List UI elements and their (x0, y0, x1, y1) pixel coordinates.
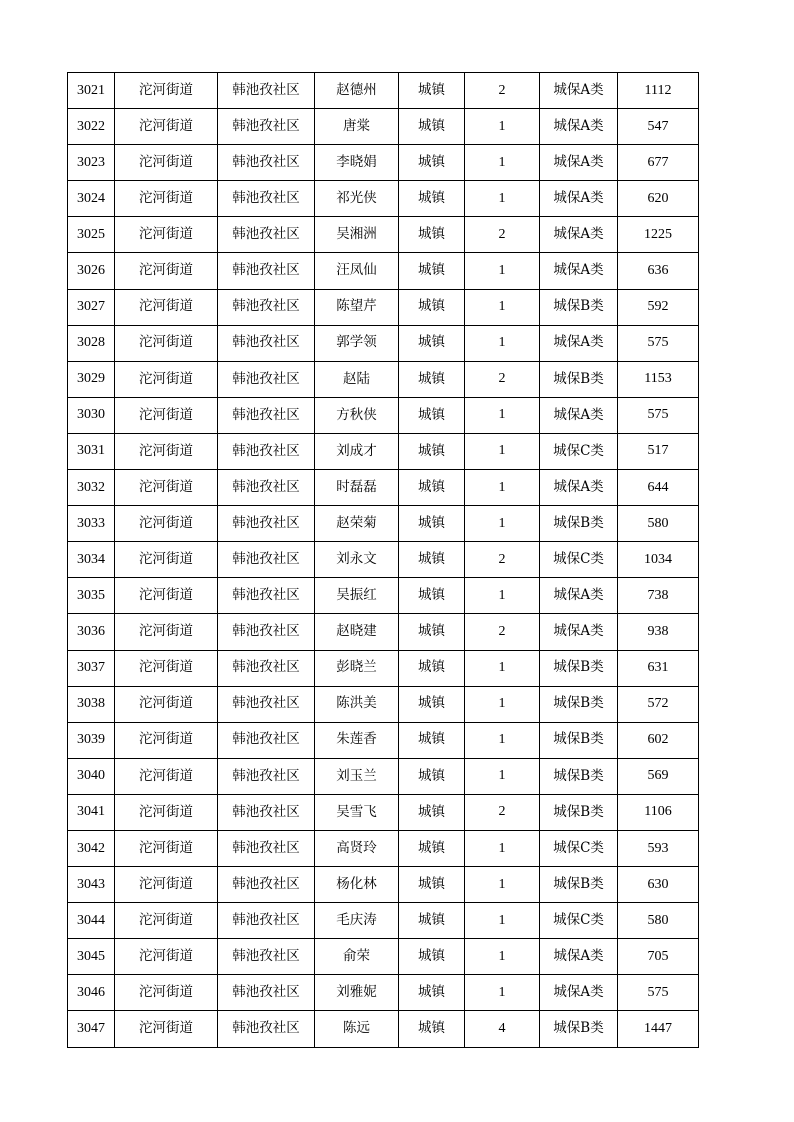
subdistrict-cell: 沱河街道 (115, 686, 218, 722)
amount-cell: 569 (618, 758, 699, 794)
serial-no-cell: 3027 (68, 289, 115, 325)
amount-cell: 630 (618, 867, 699, 903)
amount-cell: 631 (618, 650, 699, 686)
amount-cell: 1112 (618, 73, 699, 109)
community-cell: 韩池孜社区 (218, 289, 315, 325)
subdistrict-cell: 沱河街道 (115, 542, 218, 578)
community-cell: 韩池孜社区 (218, 758, 315, 794)
member-count-cell: 2 (465, 794, 540, 830)
household-type-cell: 城镇 (399, 433, 465, 469)
name-cell: 吴雪飞 (315, 794, 399, 830)
table-row (68, 650, 699, 686)
member-count-cell: 1 (465, 253, 540, 289)
serial-no-cell: 3023 (68, 145, 115, 181)
subdistrict-cell: 沱河街道 (115, 73, 218, 109)
community-cell: 韩池孜社区 (218, 253, 315, 289)
table-row (68, 73, 699, 109)
subdistrict-cell: 沱河街道 (115, 289, 218, 325)
amount-cell: 517 (618, 433, 699, 469)
amount-cell: 1106 (618, 794, 699, 830)
category-cell: 城保A类 (540, 614, 618, 650)
category-cell: 城保A类 (540, 578, 618, 614)
table-row (68, 289, 699, 325)
member-count-cell: 1 (465, 650, 540, 686)
category-cell: 城保A类 (540, 325, 618, 361)
name-cell: 祁光侠 (315, 181, 399, 217)
amount-cell: 575 (618, 975, 699, 1011)
community-cell: 韩池孜社区 (218, 181, 315, 217)
table-row (68, 1011, 699, 1047)
table-row (68, 253, 699, 289)
member-count-cell: 2 (465, 361, 540, 397)
member-count-cell: 1 (465, 181, 540, 217)
table-row (68, 145, 699, 181)
subdistrict-cell: 沱河街道 (115, 361, 218, 397)
name-cell: 方秋侠 (315, 397, 399, 433)
roster-table (67, 72, 699, 1048)
community-cell: 韩池孜社区 (218, 361, 315, 397)
subdistrict-cell: 沱河街道 (115, 433, 218, 469)
amount-cell: 575 (618, 325, 699, 361)
amount-cell: 575 (618, 397, 699, 433)
community-cell: 韩池孜社区 (218, 975, 315, 1011)
table-row (68, 903, 699, 939)
category-cell: 城保B类 (540, 686, 618, 722)
household-type-cell: 城镇 (399, 903, 465, 939)
subdistrict-cell: 沱河街道 (115, 109, 218, 145)
name-cell: 杨化林 (315, 867, 399, 903)
name-cell: 郭学领 (315, 325, 399, 361)
table-row (68, 794, 699, 830)
name-cell: 吴振红 (315, 578, 399, 614)
category-cell: 城保A类 (540, 181, 618, 217)
name-cell: 毛庆涛 (315, 903, 399, 939)
category-cell: 城保B类 (540, 722, 618, 758)
member-count-cell: 1 (465, 145, 540, 181)
serial-no-cell: 3028 (68, 325, 115, 361)
amount-cell: 572 (618, 686, 699, 722)
category-cell: 城保A类 (540, 470, 618, 506)
subdistrict-cell: 沱河街道 (115, 397, 218, 433)
household-type-cell: 城镇 (399, 397, 465, 433)
subdistrict-cell: 沱河街道 (115, 758, 218, 794)
amount-cell: 1225 (618, 217, 699, 253)
subdistrict-cell: 沱河街道 (115, 578, 218, 614)
serial-no-cell: 3034 (68, 542, 115, 578)
community-cell: 韩池孜社区 (218, 830, 315, 866)
serial-no-cell: 3040 (68, 758, 115, 794)
category-cell: 城保C类 (540, 830, 618, 866)
table-row (68, 433, 699, 469)
household-type-cell: 城镇 (399, 650, 465, 686)
household-type-cell: 城镇 (399, 217, 465, 253)
name-cell: 时磊磊 (315, 470, 399, 506)
name-cell: 刘成才 (315, 433, 399, 469)
subdistrict-cell: 沱河街道 (115, 217, 218, 253)
table-row (68, 975, 699, 1011)
household-type-cell: 城镇 (399, 830, 465, 866)
member-count-cell: 2 (465, 217, 540, 253)
name-cell: 赵陆 (315, 361, 399, 397)
household-type-cell: 城镇 (399, 939, 465, 975)
amount-cell: 1153 (618, 361, 699, 397)
member-count-cell: 1 (465, 758, 540, 794)
name-cell: 刘永文 (315, 542, 399, 578)
subdistrict-cell: 沱河街道 (115, 939, 218, 975)
table-row (68, 361, 699, 397)
serial-no-cell: 3021 (68, 73, 115, 109)
subdistrict-cell: 沱河街道 (115, 470, 218, 506)
subdistrict-cell: 沱河街道 (115, 830, 218, 866)
member-count-cell: 1 (465, 325, 540, 361)
household-type-cell: 城镇 (399, 109, 465, 145)
name-cell: 赵荣菊 (315, 506, 399, 542)
member-count-cell: 1 (465, 109, 540, 145)
community-cell: 韩池孜社区 (218, 722, 315, 758)
amount-cell: 644 (618, 470, 699, 506)
household-type-cell: 城镇 (399, 325, 465, 361)
community-cell: 韩池孜社区 (218, 614, 315, 650)
community-cell: 韩池孜社区 (218, 650, 315, 686)
subdistrict-cell: 沱河街道 (115, 903, 218, 939)
serial-no-cell: 3025 (68, 217, 115, 253)
household-type-cell: 城镇 (399, 253, 465, 289)
community-cell: 韩池孜社区 (218, 470, 315, 506)
household-type-cell: 城镇 (399, 975, 465, 1011)
community-cell: 韩池孜社区 (218, 397, 315, 433)
member-count-cell: 1 (465, 939, 540, 975)
serial-no-cell: 3024 (68, 181, 115, 217)
category-cell: 城保A类 (540, 73, 618, 109)
category-cell: 城保A类 (540, 253, 618, 289)
serial-no-cell: 3045 (68, 939, 115, 975)
member-count-cell: 1 (465, 975, 540, 1011)
subdistrict-cell: 沱河街道 (115, 867, 218, 903)
serial-no-cell: 3030 (68, 397, 115, 433)
table-row (68, 109, 699, 145)
community-cell: 韩池孜社区 (218, 903, 315, 939)
amount-cell: 705 (618, 939, 699, 975)
table-row (68, 830, 699, 866)
household-type-cell: 城镇 (399, 722, 465, 758)
household-type-cell: 城镇 (399, 758, 465, 794)
member-count-cell: 1 (465, 578, 540, 614)
member-count-cell: 1 (465, 506, 540, 542)
name-cell: 刘玉兰 (315, 758, 399, 794)
table-row (68, 506, 699, 542)
community-cell: 韩池孜社区 (218, 73, 315, 109)
amount-cell: 1447 (618, 1011, 699, 1047)
household-type-cell: 城镇 (399, 145, 465, 181)
member-count-cell: 4 (465, 1011, 540, 1047)
community-cell: 韩池孜社区 (218, 542, 315, 578)
subdistrict-cell: 沱河街道 (115, 794, 218, 830)
name-cell: 刘雅妮 (315, 975, 399, 1011)
amount-cell: 602 (618, 722, 699, 758)
member-count-cell: 2 (465, 73, 540, 109)
table-row (68, 397, 699, 433)
name-cell: 李晓娟 (315, 145, 399, 181)
table-row (68, 217, 699, 253)
name-cell: 陈远 (315, 1011, 399, 1047)
member-count-cell: 1 (465, 470, 540, 506)
member-count-cell: 1 (465, 433, 540, 469)
community-cell: 韩池孜社区 (218, 506, 315, 542)
amount-cell: 592 (618, 289, 699, 325)
subdistrict-cell: 沱河街道 (115, 145, 218, 181)
table-row (68, 181, 699, 217)
household-type-cell: 城镇 (399, 614, 465, 650)
name-cell: 高贤玲 (315, 830, 399, 866)
name-cell: 俞荣 (315, 939, 399, 975)
serial-no-cell: 3039 (68, 722, 115, 758)
member-count-cell: 1 (465, 867, 540, 903)
household-type-cell: 城镇 (399, 867, 465, 903)
serial-no-cell: 3022 (68, 109, 115, 145)
table-row (68, 542, 699, 578)
name-cell: 朱莲香 (315, 722, 399, 758)
household-type-cell: 城镇 (399, 181, 465, 217)
category-cell: 城保B类 (540, 758, 618, 794)
community-cell: 韩池孜社区 (218, 217, 315, 253)
name-cell: 唐棠 (315, 109, 399, 145)
category-cell: 城保C类 (540, 903, 618, 939)
subdistrict-cell: 沱河街道 (115, 253, 218, 289)
serial-no-cell: 3046 (68, 975, 115, 1011)
category-cell: 城保A类 (540, 109, 618, 145)
amount-cell: 738 (618, 578, 699, 614)
community-cell: 韩池孜社区 (218, 867, 315, 903)
table-row (68, 578, 699, 614)
serial-no-cell: 3033 (68, 506, 115, 542)
table-row (68, 686, 699, 722)
serial-no-cell: 3032 (68, 470, 115, 506)
name-cell: 赵晓建 (315, 614, 399, 650)
serial-no-cell: 3043 (68, 867, 115, 903)
household-type-cell: 城镇 (399, 794, 465, 830)
household-type-cell: 城镇 (399, 289, 465, 325)
table-row (68, 470, 699, 506)
serial-no-cell: 3047 (68, 1011, 115, 1047)
subdistrict-cell: 沱河街道 (115, 650, 218, 686)
amount-cell: 580 (618, 903, 699, 939)
serial-no-cell: 3037 (68, 650, 115, 686)
member-count-cell: 2 (465, 614, 540, 650)
amount-cell: 547 (618, 109, 699, 145)
name-cell: 赵德州 (315, 73, 399, 109)
table-row (68, 614, 699, 650)
name-cell: 吴湘洲 (315, 217, 399, 253)
serial-no-cell: 3038 (68, 686, 115, 722)
serial-no-cell: 3035 (68, 578, 115, 614)
category-cell: 城保B类 (540, 1011, 618, 1047)
amount-cell: 620 (618, 181, 699, 217)
household-type-cell: 城镇 (399, 470, 465, 506)
member-count-cell: 2 (465, 542, 540, 578)
serial-no-cell: 3031 (68, 433, 115, 469)
table-row (68, 758, 699, 794)
community-cell: 韩池孜社区 (218, 1011, 315, 1047)
category-cell: 城保B类 (540, 650, 618, 686)
amount-cell: 636 (618, 253, 699, 289)
subdistrict-cell: 沱河街道 (115, 325, 218, 361)
household-type-cell: 城镇 (399, 506, 465, 542)
name-cell: 陈望芹 (315, 289, 399, 325)
subdistrict-cell: 沱河街道 (115, 975, 218, 1011)
household-type-cell: 城镇 (399, 542, 465, 578)
serial-no-cell: 3042 (68, 830, 115, 866)
community-cell: 韩池孜社区 (218, 578, 315, 614)
community-cell: 韩池孜社区 (218, 433, 315, 469)
name-cell: 汪凤仙 (315, 253, 399, 289)
amount-cell: 677 (618, 145, 699, 181)
community-cell: 韩池孜社区 (218, 145, 315, 181)
household-type-cell: 城镇 (399, 361, 465, 397)
subdistrict-cell: 沱河街道 (115, 181, 218, 217)
table-row (68, 722, 699, 758)
category-cell: 城保A类 (540, 397, 618, 433)
serial-no-cell: 3044 (68, 903, 115, 939)
category-cell: 城保B类 (540, 794, 618, 830)
amount-cell: 1034 (618, 542, 699, 578)
serial-no-cell: 3036 (68, 614, 115, 650)
table-row (68, 325, 699, 361)
category-cell: 城保B类 (540, 361, 618, 397)
member-count-cell: 1 (465, 397, 540, 433)
member-count-cell: 1 (465, 722, 540, 758)
household-type-cell: 城镇 (399, 578, 465, 614)
amount-cell: 593 (618, 830, 699, 866)
category-cell: 城保A类 (540, 217, 618, 253)
name-cell: 陈洪美 (315, 686, 399, 722)
amount-cell: 580 (618, 506, 699, 542)
community-cell: 韩池孜社区 (218, 939, 315, 975)
member-count-cell: 1 (465, 686, 540, 722)
community-cell: 韩池孜社区 (218, 325, 315, 361)
category-cell: 城保A类 (540, 975, 618, 1011)
serial-no-cell: 3026 (68, 253, 115, 289)
name-cell: 彭晓兰 (315, 650, 399, 686)
member-count-cell: 1 (465, 830, 540, 866)
serial-no-cell: 3029 (68, 361, 115, 397)
subdistrict-cell: 沱河街道 (115, 614, 218, 650)
category-cell: 城保A类 (540, 939, 618, 975)
category-cell: 城保B类 (540, 506, 618, 542)
subdistrict-cell: 沱河街道 (115, 1011, 218, 1047)
community-cell: 韩池孜社区 (218, 686, 315, 722)
household-type-cell: 城镇 (399, 1011, 465, 1047)
subdistrict-cell: 沱河街道 (115, 506, 218, 542)
subdistrict-cell: 沱河街道 (115, 722, 218, 758)
community-cell: 韩池孜社区 (218, 109, 315, 145)
category-cell: 城保C类 (540, 542, 618, 578)
category-cell: 城保A类 (540, 145, 618, 181)
table-row (68, 867, 699, 903)
member-count-cell: 1 (465, 289, 540, 325)
member-count-cell: 1 (465, 903, 540, 939)
community-cell: 韩池孜社区 (218, 794, 315, 830)
amount-cell: 938 (618, 614, 699, 650)
serial-no-cell: 3041 (68, 794, 115, 830)
roster-table-body (68, 73, 699, 1048)
household-type-cell: 城镇 (399, 73, 465, 109)
table-row (68, 939, 699, 975)
category-cell: 城保B类 (540, 867, 618, 903)
category-cell: 城保B类 (540, 289, 618, 325)
category-cell: 城保C类 (540, 433, 618, 469)
household-type-cell: 城镇 (399, 686, 465, 722)
